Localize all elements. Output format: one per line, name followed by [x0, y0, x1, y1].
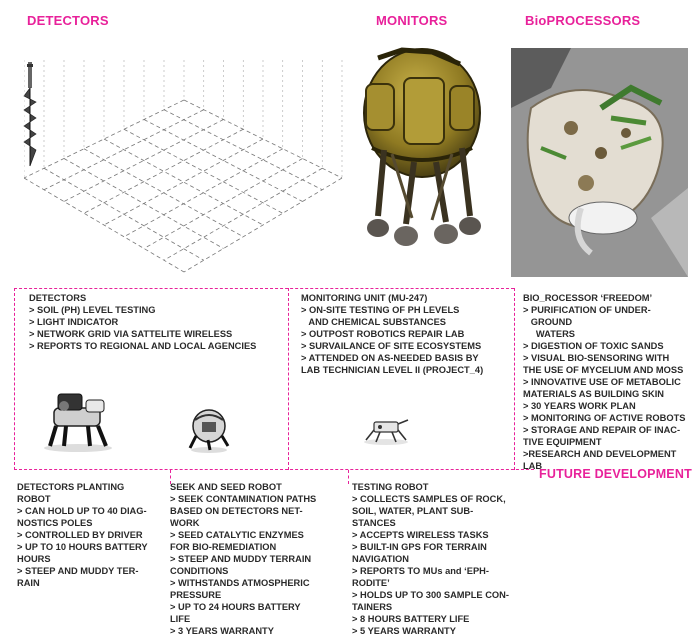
planting-robot-description — [17, 481, 167, 589]
list-item: FOR BIO-REMEDIATION — [170, 542, 277, 552]
list-item: LIFE — [170, 614, 191, 624]
list-item: > STORAGE AND REPAIR OF INAC- — [523, 425, 681, 435]
seek-seed-robot-title: SEEK AND SEED ROBOT — [170, 482, 282, 492]
list-item: > 5 YEARS WARRANTY — [352, 626, 456, 636]
list-item: > COLLECTS SAMPLES OF ROCK, — [352, 494, 506, 504]
list-item: NOSTICS POLES — [17, 518, 93, 528]
detector-grid-illustration — [24, 60, 346, 280]
list-item: > UP TO 10 HOURS BATTERY — [17, 542, 148, 552]
list-item: SOIL, WATER, PLANT SUB- — [352, 506, 474, 516]
testing-robot-description — [352, 481, 532, 637]
bioprocessor-illustration — [511, 48, 688, 277]
grid-line — [104, 139, 263, 225]
list-item: > SEED CATALYTIC ENZYMES — [170, 530, 304, 540]
list-item: HOURS — [17, 554, 51, 564]
bioprocessor-description — [523, 292, 693, 472]
list-item: WATERS — [523, 329, 575, 339]
grid-line — [144, 159, 303, 249]
list-item: > SURVAILANCE OF SITE ECOSYSTEMS — [301, 341, 482, 351]
list-item: > 30 YEARS WORK PLAN — [523, 401, 636, 411]
list-item: > SOIL (PH) LEVEL TESTING — [29, 305, 156, 315]
list-item: TIVE EQUIPMENT — [523, 437, 602, 447]
list-item: AND CHEMICAL SUBSTANCES — [301, 317, 446, 327]
list-item: > DIGESTION OF TOXIC SANDS — [523, 341, 664, 351]
grid-line — [84, 129, 243, 213]
list-item: > OUTPOST ROBOTICS REPAIR LAB — [301, 329, 465, 339]
monitors-heading: MONITORS — [376, 13, 448, 28]
planting-robot-illustration — [40, 388, 116, 454]
list-item: RODITE’ — [352, 578, 390, 588]
list-item: LAB — [523, 461, 543, 471]
grid-line — [124, 129, 283, 213]
list-item: GROUND — [523, 317, 573, 327]
testing-robot-title: TESTING ROBOT — [352, 482, 429, 492]
planting-robot-title: DETECTORS PLANTING — [17, 482, 125, 492]
list-item: > NETWORK GRID VIA SATTELITE WIRELESS — [29, 329, 233, 339]
list-item: NAVIGATION — [352, 554, 409, 564]
list-item: LAB TECHNICIAN LEVEL II (PROJECT_4) — [301, 365, 484, 375]
list-item: > STEEP AND MUDDY TER- — [17, 566, 139, 576]
frame-divider-1 — [288, 288, 289, 470]
monitor-description — [301, 292, 511, 376]
frame-top-line — [14, 288, 514, 289]
monitor-description-title: MONITORING UNIT (MU-247) — [301, 293, 428, 303]
list-item: > ON-SITE TESTING OF PH LEVELS — [301, 305, 460, 315]
list-item: > PURIFICATION OF UNDER- — [523, 305, 651, 315]
list-item: > REPORTS TO MUs and ‘EPH- — [352, 566, 489, 576]
list-item: > SEEK CONTAMINATION PATHS — [170, 494, 317, 504]
list-item: > ACCEPTS WIRELESS TASKS — [352, 530, 489, 540]
list-item: > MONITORING OF ACTIVE ROBOTS — [523, 413, 686, 423]
list-item: > WITHSTANDS ATMOSPHERIC — [170, 578, 310, 588]
list-item: > REPORTS TO REGIONAL AND LOCAL AGENCIES — [29, 341, 257, 351]
grid-line — [24, 178, 184, 272]
list-item: BASED ON DETECTORS NET- — [170, 506, 303, 516]
grid-line — [104, 139, 263, 225]
detectors-description — [29, 292, 279, 352]
list-item: > CAN HOLD UP TO 40 DIAG- — [17, 506, 147, 516]
grid-line — [44, 168, 204, 260]
list-item: > BUILT-IN GPS FOR TERRAIN — [352, 542, 487, 552]
testing-robot-illustration — [360, 416, 412, 446]
list-item: CONDITIONS — [170, 566, 229, 576]
list-item: > VISUAL BIO-SENSORING WITH — [523, 353, 670, 363]
list-item: PRESSURE — [170, 590, 222, 600]
list-item: STANCES — [352, 518, 396, 528]
grid-line — [164, 168, 322, 260]
monitor-unit-illustration — [352, 38, 492, 250]
frame-divider-4 — [348, 470, 349, 484]
bioprocessor-description-title: BIO_ROCESSOR ‘FREEDOM’ — [523, 293, 653, 303]
detectors-description-title: DETECTORS — [29, 293, 87, 303]
list-item: THE USE OF MYCELIUM AND MOSS — [523, 365, 684, 375]
list-item: > 3 YEARS WARRANTY — [170, 626, 274, 636]
list-item: ROBOT — [17, 494, 51, 504]
list-item: > 8 HOURS BATTERY LIFE — [352, 614, 470, 624]
list-item: TAINERS — [352, 602, 393, 612]
list-item: WORK — [170, 518, 200, 528]
future-development-heading: FUTURE DEVELOPMENT — [539, 467, 692, 481]
seek-seed-robot-description — [170, 481, 348, 637]
list-item: > UP TO 24 HOURS BATTERY — [170, 602, 301, 612]
grid-line — [184, 178, 342, 272]
bioprocessors-heading: BioPROCESSORS — [525, 13, 641, 28]
list-item: > INNOVATIVE USE OF METABOLIC — [523, 377, 681, 387]
seek-seed-robot-illustration — [186, 406, 232, 454]
frame-divider-2 — [514, 288, 515, 470]
list-item: > HOLDS UP TO 300 SAMPLE CON- — [352, 590, 509, 600]
frame-left-line — [14, 288, 15, 470]
list-item: > LIGHT INDICATOR — [29, 317, 119, 327]
list-item: >RESEARCH AND DEVELOPMENT — [523, 449, 677, 459]
frame-bottom-line — [14, 469, 534, 470]
list-item: > CONTROLLED BY DRIVER — [17, 530, 143, 540]
list-item: MATERIALS AS BUILDING SKIN — [523, 389, 665, 399]
list-item: RAIN — [17, 578, 40, 588]
list-item: > STEEP AND MUDDY TERRAIN — [170, 554, 312, 564]
list-item: > ATTENDED ON AS-NEEDED BASIS BY — [301, 353, 479, 363]
grid-line — [64, 159, 224, 249]
detectors-heading: DETECTORS — [27, 13, 109, 28]
